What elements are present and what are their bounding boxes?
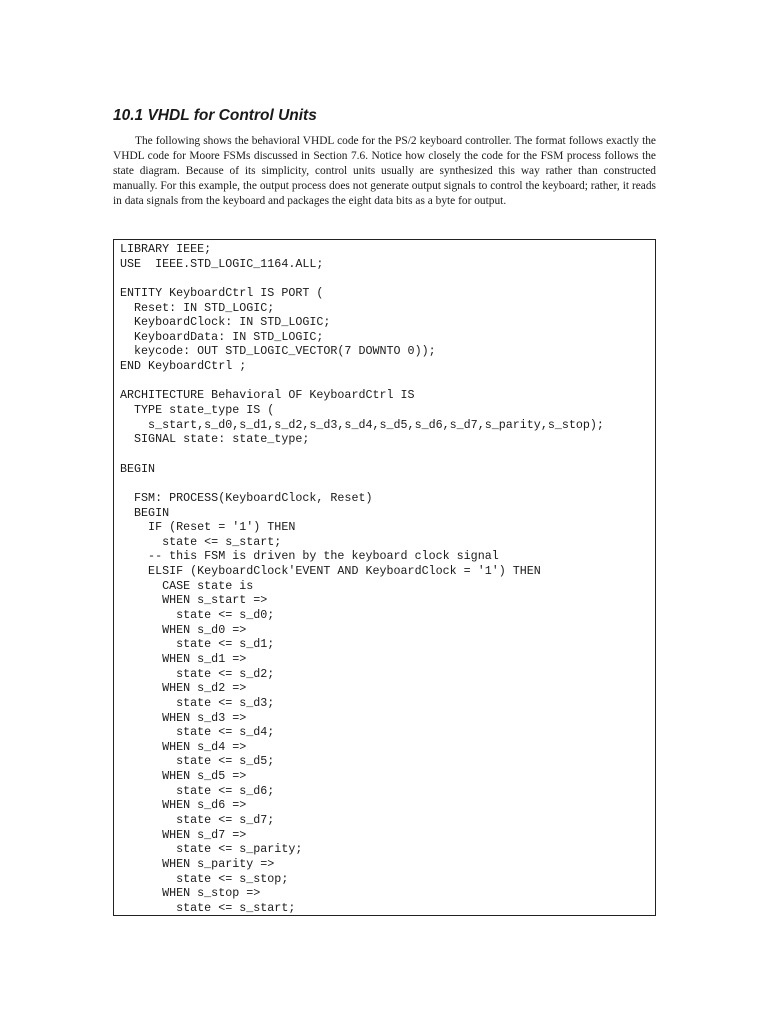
code-line: KeyboardData: IN STD_LOGIC; — [120, 329, 324, 344]
code-line: state <= s_parity; — [120, 842, 303, 857]
code-line: WHEN s_parity => — [120, 856, 275, 871]
code-line: state <= s_start; — [120, 900, 296, 915]
code-line: state <= s_start; — [120, 534, 282, 549]
code-line — [120, 374, 604, 389]
code-line: WHEN s_d5 => — [120, 769, 247, 784]
code-line: BEGIN — [120, 461, 156, 476]
code-line: keycode: OUT STD_LOGIC_VECTOR(7 DOWNTO 0)); — [120, 344, 436, 359]
code-listing-box — [113, 239, 656, 916]
code-line: state <= s_d7; — [120, 812, 275, 827]
vhdl-code-block — [120, 242, 604, 915]
code-line: END KeyboardCtrl ; — [120, 359, 247, 374]
code-line: KeyboardClock: IN STD_LOGIC; — [120, 315, 331, 330]
code-line: ELSIF (KeyboardClock'EVENT AND KeyboardClock = '1') THEN — [120, 564, 541, 579]
code-line: USE IEEE.STD_LOGIC_1164.ALL; — [120, 256, 324, 271]
code-line: ARCHITECTURE Behavioral OF KeyboardCtrl IS — [120, 388, 415, 403]
code-line — [120, 476, 604, 491]
code-line: LIBRARY IEEE; — [120, 242, 212, 256]
code-line: Reset: IN STD_LOGIC; — [120, 300, 275, 315]
code-line: WHEN s_d4 => — [120, 739, 247, 754]
code-line: SIGNAL state: state_type; — [120, 432, 310, 447]
code-line: WHEN s_d3 => — [120, 710, 247, 725]
code-line: state <= s_d0; — [120, 608, 275, 623]
code-line: state <= s_d5; — [120, 754, 275, 769]
code-line: state <= s_d6; — [120, 783, 275, 798]
section-title: 10.1 VHDL for Control Units — [113, 107, 317, 124]
code-line: WHEN s_d1 => — [120, 651, 247, 666]
code-line: CASE state is — [120, 578, 254, 593]
code-line: WHEN s_stop => — [120, 886, 261, 901]
code-line: state <= s_d1; — [120, 637, 275, 652]
code-line — [120, 271, 604, 286]
code-line: state <= s_d3; — [120, 695, 275, 710]
section-paragraph: The following shows the behavioral VHDL code for the PS/2 keyboard controller. The format follows exactly the VHDL code for Moore FSMs discussed in Section 7.6. Notice how closely the code for the FSM process follows the state diagram. Because of its simplicity, control units usually are synthesized this way rather than constructed manually. For this example, the output process does not generate output signals to control the keyboard; rather, it reads in data signals from the keyboard and packages the eight data bits as a byte for output. — [113, 135, 656, 207]
code-line: state <= s_d2; — [120, 666, 275, 681]
code-line: WHEN s_start => — [120, 593, 268, 608]
code-line — [120, 447, 604, 462]
code-line: WHEN s_d0 => — [120, 622, 247, 637]
code-line: TYPE state_type IS ( — [120, 403, 275, 418]
code-line: WHEN s_d7 => — [120, 827, 247, 842]
code-line: s_start,s_d0,s_d1,s_d2,s_d3,s_d4,s_d5,s_d6,s_d7,s_parity,s_stop); — [120, 417, 604, 432]
code-line: FSM: PROCESS(KeyboardClock, Reset) — [120, 490, 373, 505]
code-line: state <= s_d4; — [120, 725, 275, 740]
code-line: WHEN s_d6 => — [120, 798, 247, 813]
code-line: WHEN s_d2 => — [120, 681, 247, 696]
code-line: BEGIN — [120, 505, 170, 520]
code-line: -- this FSM is driven by the keyboard clock signal — [120, 549, 499, 564]
code-line: ENTITY KeyboardCtrl IS PORT ( — [120, 285, 324, 300]
code-line: IF (Reset = '1') THEN — [120, 520, 296, 535]
code-line: state <= s_stop; — [120, 871, 289, 886]
